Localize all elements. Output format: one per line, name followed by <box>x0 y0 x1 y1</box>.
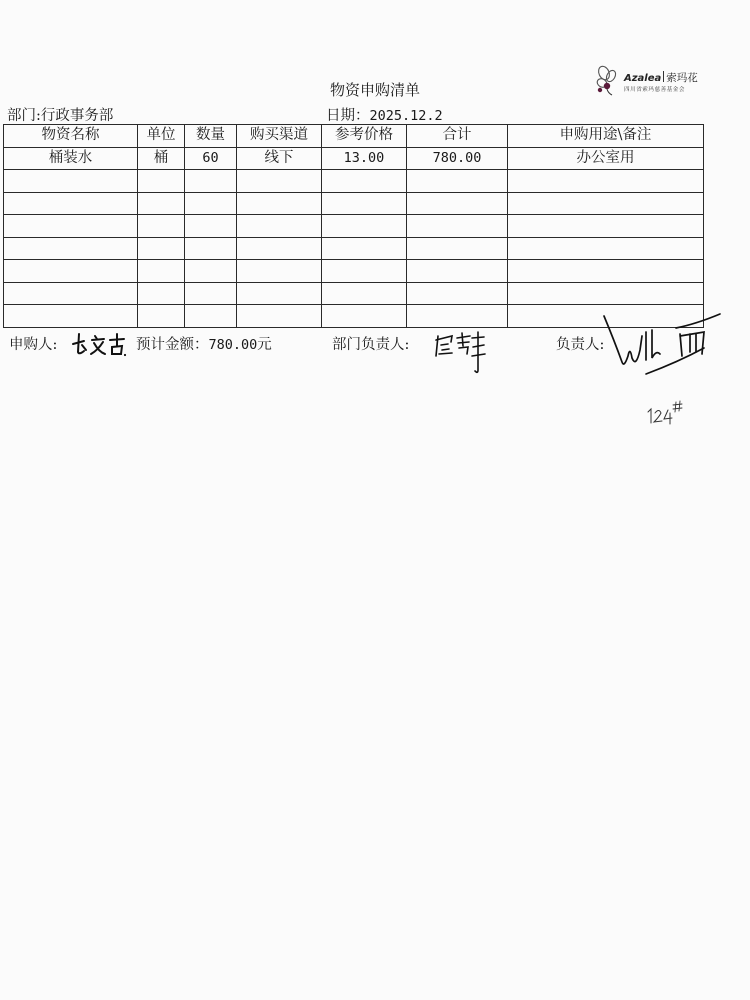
handwritten-note <box>645 398 685 428</box>
table-row <box>4 170 704 193</box>
cell-total: 780.00 <box>407 147 508 170</box>
cell-unit: 桶 <box>138 147 185 170</box>
cell-item-name <box>4 215 138 238</box>
cell-unit <box>138 282 185 305</box>
cell-total <box>407 305 508 328</box>
logo-brand-cn: 索玛花 <box>666 72 698 84</box>
cell-purpose <box>508 260 704 283</box>
cell-item-name <box>4 282 138 305</box>
table-row <box>4 282 704 305</box>
cell-channel <box>237 305 322 328</box>
purchase-table <box>3 124 704 328</box>
header-item-name: 物资名称 <box>4 125 138 148</box>
department-label: 部门: <box>7 108 41 124</box>
cell-ref-price <box>322 260 407 283</box>
cell-item-name <box>4 260 138 283</box>
cell-quantity <box>185 170 237 193</box>
cell-purpose <box>508 215 704 238</box>
header-ref-price: 参考价格 <box>322 125 407 148</box>
cell-ref-price: 13.00 <box>322 147 407 170</box>
cell-unit <box>138 170 185 193</box>
cell-channel: 线下 <box>237 147 322 170</box>
cell-purpose <box>508 170 704 193</box>
header-unit: 单位 <box>138 125 185 148</box>
date-value: 2025.12.2 <box>369 108 443 124</box>
header-channel: 购买渠道 <box>237 125 322 148</box>
estimate-line <box>136 333 272 354</box>
cell-quantity <box>185 282 237 305</box>
cell-total <box>407 282 508 305</box>
cell-channel <box>237 215 322 238</box>
cell-quantity: 60 <box>185 147 237 170</box>
estimate-unit: 元 <box>257 337 272 353</box>
table-row <box>4 192 704 215</box>
cell-total <box>407 170 508 193</box>
estimate-value: 780.00 <box>208 337 258 353</box>
cell-purpose <box>508 237 704 260</box>
cell-total <box>407 260 508 283</box>
cell-ref-price <box>322 305 407 328</box>
cell-total <box>407 237 508 260</box>
cell-purpose: 办公室用 <box>508 147 704 170</box>
dept-head-label: 部门负责人: <box>332 337 410 353</box>
dept-head-signature <box>432 330 488 375</box>
logo-brand-en: Azalea <box>624 73 662 84</box>
cell-item-name: 桶装水 <box>4 147 138 170</box>
head-signature <box>600 310 725 376</box>
cell-unit <box>138 215 185 238</box>
applicant-label: 申购人: <box>9 337 58 353</box>
cell-unit <box>138 305 185 328</box>
cell-item-name <box>4 170 138 193</box>
header-quantity: 数量 <box>185 125 237 148</box>
cell-ref-price <box>322 192 407 215</box>
table-row <box>4 260 704 283</box>
table-row <box>4 147 704 170</box>
cell-item-name <box>4 305 138 328</box>
cell-total <box>407 192 508 215</box>
department-line <box>7 104 113 125</box>
header-total: 合计 <box>407 125 508 148</box>
date-line <box>326 104 443 125</box>
cell-ref-price <box>322 237 407 260</box>
cell-quantity <box>185 305 237 328</box>
cell-purpose <box>508 282 704 305</box>
head-label: 负责人: <box>556 337 605 353</box>
logo-subtitle: 四川省索玛慈善基金会 <box>624 87 685 93</box>
form-title: 物资申购清单 <box>329 81 420 99</box>
cell-unit <box>138 237 185 260</box>
date-label: 日期： <box>326 108 370 124</box>
cell-ref-price <box>322 215 407 238</box>
cell-total <box>407 215 508 238</box>
table-row <box>4 215 704 238</box>
table-row <box>4 305 704 328</box>
cell-ref-price <box>322 282 407 305</box>
cell-channel <box>237 237 322 260</box>
department-value: 行政事务部 <box>40 108 114 124</box>
applicant-signature <box>70 330 128 358</box>
table-row <box>4 237 704 260</box>
cell-purpose <box>508 192 704 215</box>
cell-quantity <box>185 192 237 215</box>
cell-channel <box>237 282 322 305</box>
cell-quantity <box>185 215 237 238</box>
cell-item-name <box>4 237 138 260</box>
estimate-label: 预计金额： <box>136 337 209 353</box>
cell-quantity <box>185 237 237 260</box>
cell-unit <box>138 192 185 215</box>
table-header-row <box>4 125 704 148</box>
cell-ref-price <box>322 170 407 193</box>
cell-item-name <box>4 192 138 215</box>
cell-channel <box>237 192 322 215</box>
cell-channel <box>237 170 322 193</box>
cell-quantity <box>185 260 237 283</box>
cell-channel <box>237 260 322 283</box>
header-purpose-notes: 申购用途\备注 <box>508 125 704 148</box>
cell-unit <box>138 260 185 283</box>
